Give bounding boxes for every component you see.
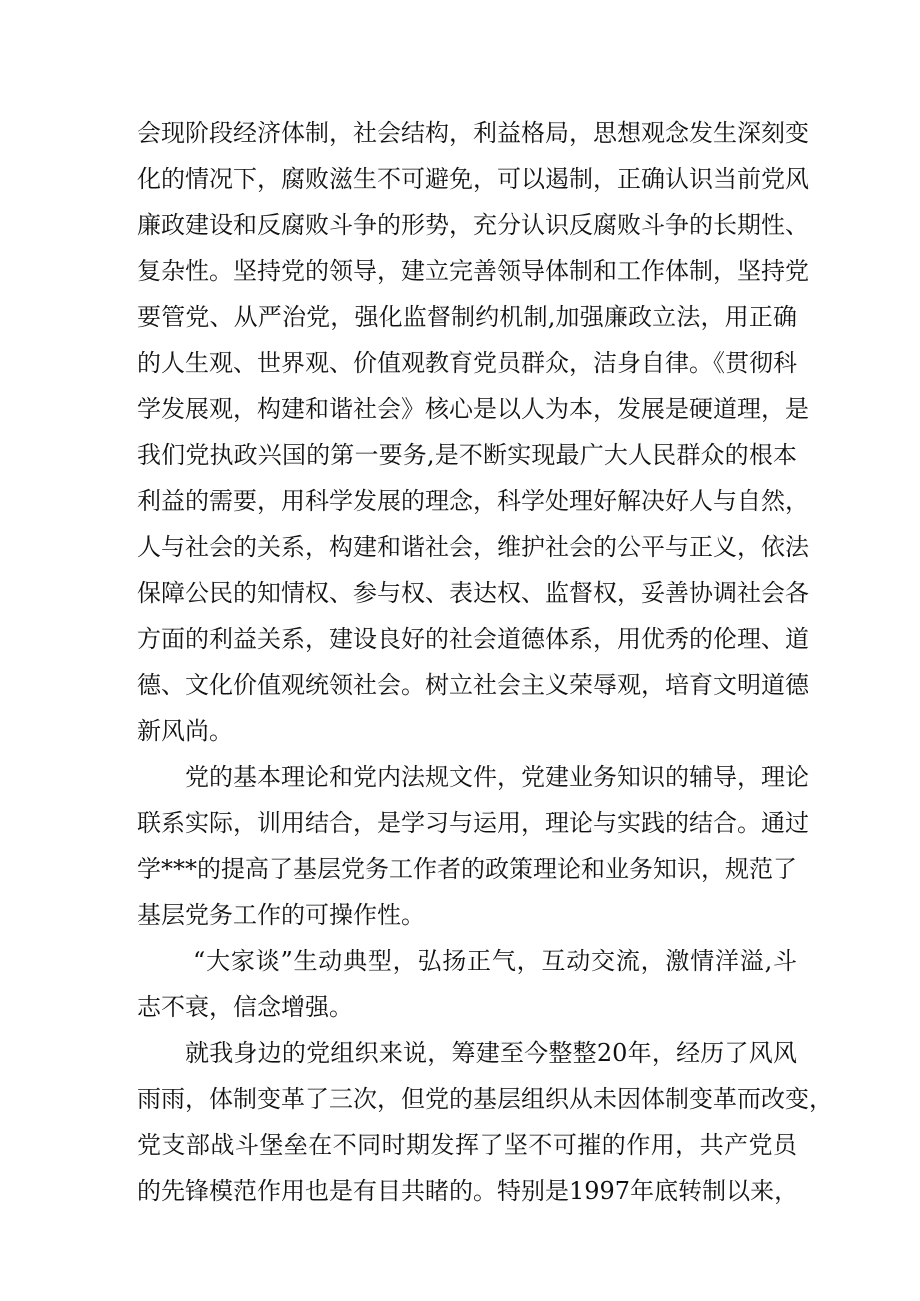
text-line: 德、文化价值观统领社会。树立社会主义荣辱观，培育文明道德 [137, 671, 809, 699]
text-line: 学***的提高了基层党务工作者的政策理论和业务知识，规范了 [137, 855, 797, 883]
text-line: 的先锋模范作用也是有目共睹的。特别是1997年底转制以来， [137, 1177, 799, 1205]
text-line: 党的基本理论和党内法规文件，党建业务知识的辅导，理论 [185, 763, 809, 791]
text-line: 雨雨，体制变革了三次，但党的基层组织从未因体制变革而改变， [137, 1085, 833, 1113]
text-line: 方面的利益关系，建设良好的社会道德体系，用优秀的伦理、道 [137, 625, 809, 653]
paragraph-4 [137, 1030, 833, 1214]
text-line: 新风尚。 [137, 717, 233, 745]
text-line: 人与社会的关系，构建和谐社会，维护社会的公平与正义，依法 [137, 533, 809, 561]
document-body [137, 110, 833, 1214]
text-line: 化的情况下，腐败滋生不可避免，可以遏制，正确认识当前党风 [137, 165, 809, 193]
text-line: 的人生观、世界观、价值观教育党员群众，洁身自律。《贯彻科 [137, 349, 797, 377]
paragraph-1 [137, 110, 809, 754]
text-line: 我们党执政兴国的第一要务,是不断实现最广大人民群众的根本 [137, 441, 797, 469]
text-line: 就我身边的党组织来说，筹建至今整整20年，经历了风风 [185, 1039, 797, 1067]
text-line: 利益的需要，用科学发展的理念，科学处理好解决好人与自然， [137, 487, 809, 515]
text-line: 党支部战斗堡垒在不同时期发挥了坚不可摧的作用，共产党员 [137, 1131, 797, 1159]
text-line: 联系实际，训用结合，是学习与运用，理论与实践的结合。通过 [137, 809, 809, 837]
text-line: “大家谈”生动典型，弘扬正气，互动交流，激情洋溢,斗 [193, 947, 797, 975]
text-line: 基层党务工作的可操作性。 [137, 901, 425, 929]
text-line: 保障公民的知情权、参与权、表达权、监督权，妥善协调社会各 [137, 579, 809, 607]
text-line: 要管党、从严治党，强化监督制约机制,加强廉政立法，用正确 [137, 303, 797, 331]
text-line: 廉政建设和反腐败斗争的形势，充分认识反腐败斗争的长期性、 [137, 211, 809, 239]
paragraph-3 [137, 938, 797, 1030]
paragraph-2 [137, 754, 809, 938]
text-line: 复杂性。坚持党的领导，建立完善领导体制和工作体制，坚持党 [137, 257, 809, 285]
text-line: 学发展观，构建和谐社会》核心是以人为本，发展是硬道理，是 [137, 395, 809, 423]
text-line: 志不衰，信念增强。 [137, 993, 353, 1021]
text-line: 会现阶段经济体制，社会结构，利益格局，思想观念发生深刻变 [137, 119, 809, 147]
